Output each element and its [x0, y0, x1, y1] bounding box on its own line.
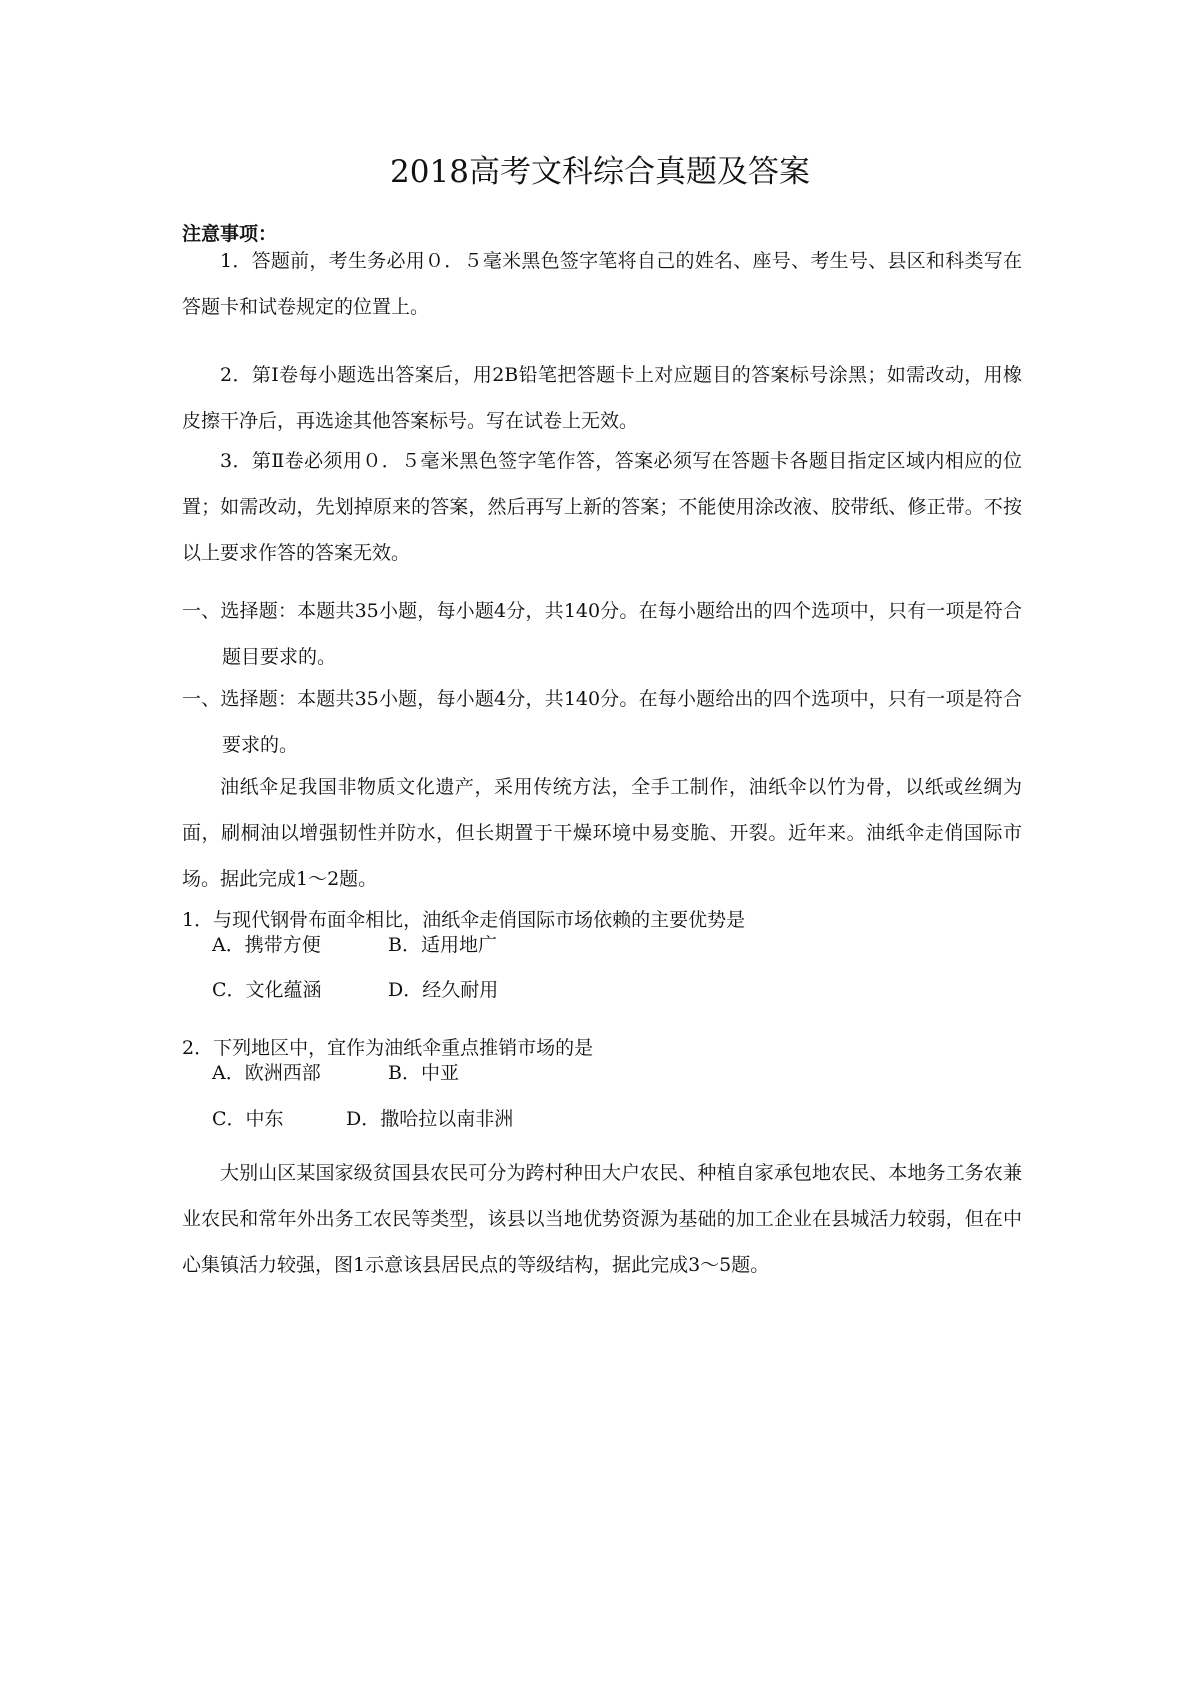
- question-1-stem: 1．与现代钢骨布面伞相比，油纸伞走俏国际市场依赖的主要优势是: [182, 909, 746, 931]
- question-1-option-c: C．文化蕴涵: [212, 979, 322, 1001]
- notice-item-3: 3．第Ⅱ卷必须用０．５毫米黑色签字笔作答，答案必须写在答题卡各题目指定区域内相应的位置；如需改动，先划掉原来的答案，然后再写上新的答案；不能使用涂改液、胶带纸、修正带。不按以上要求作答的答案无效。: [182, 450, 1022, 564]
- question-2-options-row-2: [212, 1106, 513, 1132]
- question-2-options-row-1: [212, 1060, 459, 1086]
- question-2-option-d: D．撒哈拉以南非洲: [346, 1108, 514, 1130]
- notice-item-1: 1．答题前，考生务必用０．５毫米黑色签字笔将自己的姓名、座号、考生号、县区和科类写在答题卡和试卷规定的位置上。: [182, 250, 1022, 318]
- notice-item-2: 2．第Ⅰ卷每小题选出答案后，用2B铅笔把答题卡上对应题目的答案标号涂黑；如需改动，用橡皮擦干净后，再选途其他答案标号。写在试卷上无效。: [182, 364, 1022, 432]
- question-1-option-a: A．携带方便: [212, 934, 321, 956]
- question-1-option-d: D．经久耐用: [388, 979, 499, 1001]
- question-2-option-b: B．中亚: [388, 1062, 459, 1084]
- passage-dabie-mountain: 大别山区某国家级贫国县农民可分为跨村种田大户农民、种植自家承包地农民、本地务工务农兼业农民和常年外出务工农民等类型，该县以当地优势资源为基础的加工企业在县城活力较弱，但在中心集镇活力较强，图1示意该县居民点的等级结构，据此完成3～5题。: [182, 1162, 1022, 1276]
- question-1-option-b: B．适用地广: [388, 934, 497, 956]
- notice-heading: 注意事项：: [182, 223, 278, 245]
- question-2-option-a: A．欧洲西部: [212, 1062, 321, 1084]
- question-2-stem: 2．下列地区中，宜作为油纸伞重点推销市场的是: [182, 1037, 594, 1059]
- question-2-option-c: C．中东: [212, 1108, 284, 1130]
- passage-oil-paper-umbrella: 油纸伞足我国非物质文化遗产，采用传统方法，全手工制作，油纸伞以竹为骨，以纸或丝绸为面，刷桐油以增强韧性并防水，但长期置于干燥环境中易变脆、开裂。近年来。油纸伞走俏国际市场。据此完成1～2题。: [182, 776, 1022, 890]
- question-1-options-row-2: [212, 977, 498, 1003]
- section-header-2: 一、选择题：本题共35小题，每小题4分，共140分。在每小题给出的四个选项中，只有一项是符合要求的。: [182, 688, 1022, 756]
- section-header-1: 一、选择题：本题共35小题，每小题4分，共140分。在每小题给出的四个选项中，只有一项是符合题目要求的。: [182, 600, 1022, 668]
- page-title: 2018高考文科综合真题及答案: [390, 154, 810, 190]
- question-1-options-row-1: [212, 932, 497, 958]
